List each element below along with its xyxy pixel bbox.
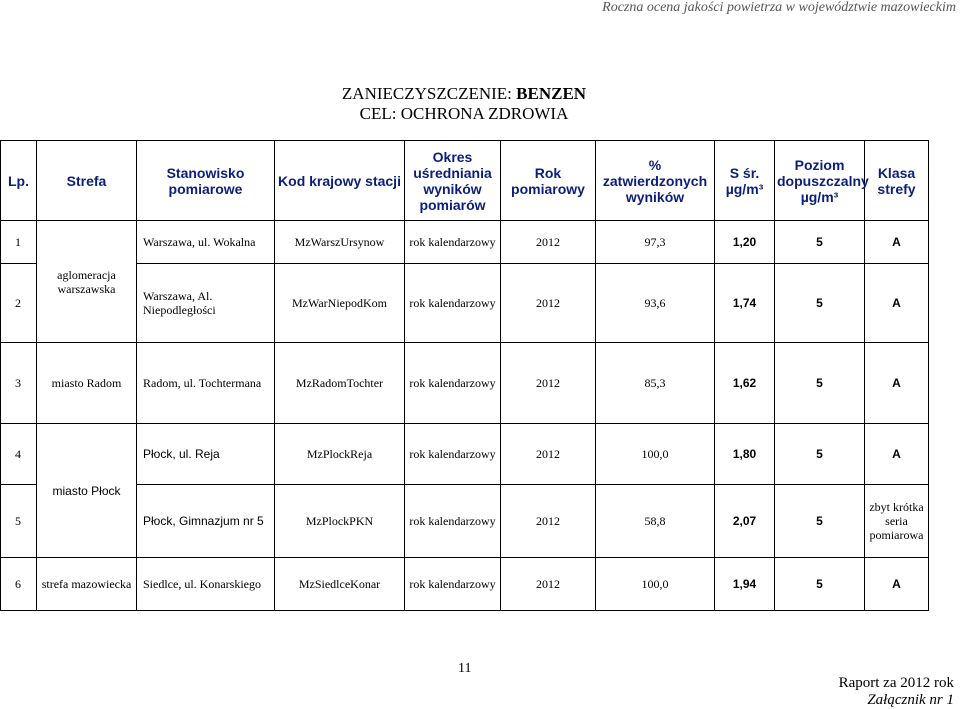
cell-klasa: A bbox=[865, 264, 929, 343]
cell-procent: 100,0 bbox=[596, 558, 715, 611]
cell-kod: MzWarNiepodKom bbox=[275, 264, 405, 343]
cell-poziom: 5 bbox=[775, 485, 865, 558]
cell-ssr: 1,62 bbox=[715, 343, 775, 424]
header-lp: Lp. bbox=[1, 141, 37, 221]
cell-procent: 58,8 bbox=[596, 485, 715, 558]
header-ssr bbox=[715, 141, 775, 221]
table-row bbox=[1, 485, 929, 558]
cell-strefa: strefa mazowiecka bbox=[37, 558, 137, 611]
cell-strefa: miasto Radom bbox=[37, 343, 137, 424]
pollutant-title-prefix: ZANIECZYSZCZENIE: bbox=[341, 84, 517, 103]
header-kod: Kod krajowy stacji bbox=[275, 141, 405, 221]
cell-okres: rok kalendarzowy bbox=[405, 343, 501, 424]
cell-poziom: 5 bbox=[775, 558, 865, 611]
header-klasa: Klasa strefy bbox=[865, 141, 929, 221]
cell-strefa: miasto Płock bbox=[37, 424, 137, 558]
footer bbox=[839, 675, 954, 709]
table-row bbox=[1, 424, 929, 485]
cell-stanowisko: Warszawa, Al. Niepodległości bbox=[137, 264, 275, 343]
cell-kod: MzWarszUrsynow bbox=[275, 221, 405, 264]
cell-stanowisko: Płock, Gimnazjum nr 5 bbox=[137, 485, 275, 558]
cell-procent: 100,0 bbox=[596, 424, 715, 485]
cell-kod: MzSiedlceKonar bbox=[275, 558, 405, 611]
cell-stanowisko: Siedlce, ul. Konarskiego bbox=[137, 558, 275, 611]
cell-procent: 97,3 bbox=[596, 221, 715, 264]
cell-okres: rok kalendarzowy bbox=[405, 424, 501, 485]
cell-kod: MzPlockReja bbox=[275, 424, 405, 485]
table-row bbox=[1, 264, 929, 343]
cell-poziom: 5 bbox=[775, 424, 865, 485]
cell-klasa: A bbox=[865, 343, 929, 424]
table-row bbox=[1, 558, 929, 611]
cell-lp: 3 bbox=[1, 343, 37, 424]
header-rok: Rok pomiarowy bbox=[501, 141, 596, 221]
header-row bbox=[1, 141, 929, 221]
cell-ssr: 1,74 bbox=[715, 264, 775, 343]
header-poziom-unit: µg/m³ bbox=[800, 188, 839, 205]
cell-ssr: 1,80 bbox=[715, 424, 775, 485]
cell-okres: rok kalendarzowy bbox=[405, 221, 501, 264]
cell-lp: 2 bbox=[1, 264, 37, 343]
cell-ssr: 1,94 bbox=[715, 558, 775, 611]
cell-rok: 2012 bbox=[501, 221, 596, 264]
header-procent: % zatwierdzonych wyników bbox=[596, 141, 715, 221]
cell-okres: rok kalendarzowy bbox=[405, 558, 501, 611]
results-table bbox=[0, 140, 929, 611]
cell-klasa: zbyt krótka seria pomiarowa bbox=[865, 485, 929, 558]
cell-ssr: 1,20 bbox=[715, 221, 775, 264]
header-stanowisko: Stanowisko pomiarowe bbox=[137, 141, 275, 221]
table-row bbox=[1, 343, 929, 424]
cell-klasa: A bbox=[865, 424, 929, 485]
cell-okres: rok kalendarzowy bbox=[405, 485, 501, 558]
cell-poziom: 5 bbox=[775, 221, 865, 264]
cell-strefa: aglomeracja warszawska bbox=[37, 221, 137, 343]
header-ssr-label: S śr. bbox=[729, 164, 760, 181]
header-poziom bbox=[775, 141, 869, 221]
footer-report: Raport za 2012 rok bbox=[838, 675, 954, 691]
cell-stanowisko: Warszawa, ul. Wokalna bbox=[137, 221, 275, 264]
cell-ssr: 2,07 bbox=[715, 485, 775, 558]
footer-annex: Załącznik nr 1 bbox=[867, 692, 954, 708]
cell-klasa: A bbox=[865, 221, 929, 264]
cell-lp: 5 bbox=[1, 485, 37, 558]
cell-stanowisko: Płock, ul. Reja bbox=[137, 424, 275, 485]
cell-poziom: 5 bbox=[775, 343, 865, 424]
header-ssr-unit: µg/m³ bbox=[725, 180, 764, 197]
header-poziom-label: Poziom dopuszczalny bbox=[777, 156, 869, 189]
cell-rok: 2012 bbox=[501, 485, 596, 558]
cell-procent: 85,3 bbox=[596, 343, 715, 424]
pollutant-title bbox=[0, 84, 928, 104]
cell-klasa: A bbox=[865, 558, 929, 611]
cell-okres: rok kalendarzowy bbox=[405, 264, 501, 343]
cell-lp: 6 bbox=[1, 558, 37, 611]
cell-rok: 2012 bbox=[501, 558, 596, 611]
page-number: 11 bbox=[458, 661, 472, 676]
cell-rok: 2012 bbox=[501, 264, 596, 343]
cell-procent: 93,6 bbox=[596, 264, 715, 343]
purpose-title: CEL: OCHRONA ZDROWIA bbox=[359, 104, 569, 123]
cell-poziom: 5 bbox=[775, 264, 865, 343]
header-okres: Okres uśredniania wyników pomiarów bbox=[405, 141, 501, 221]
cell-lp: 4 bbox=[1, 424, 37, 485]
running-header: Roczna ocena jakości powietrza w województwie mazowieckim bbox=[602, 0, 956, 15]
cell-stanowisko: Radom, ul. Tochtermana bbox=[137, 343, 275, 424]
cell-rok: 2012 bbox=[501, 424, 596, 485]
header-strefa: Strefa bbox=[37, 141, 137, 221]
cell-lp: 1 bbox=[1, 221, 37, 264]
pollutant-name: BENZEN bbox=[516, 84, 587, 103]
cell-kod: MzRadomTochter bbox=[275, 343, 405, 424]
cell-rok: 2012 bbox=[501, 343, 596, 424]
table-row bbox=[1, 221, 929, 264]
title-block bbox=[0, 84, 928, 124]
cell-kod: MzPlockPKN bbox=[275, 485, 405, 558]
